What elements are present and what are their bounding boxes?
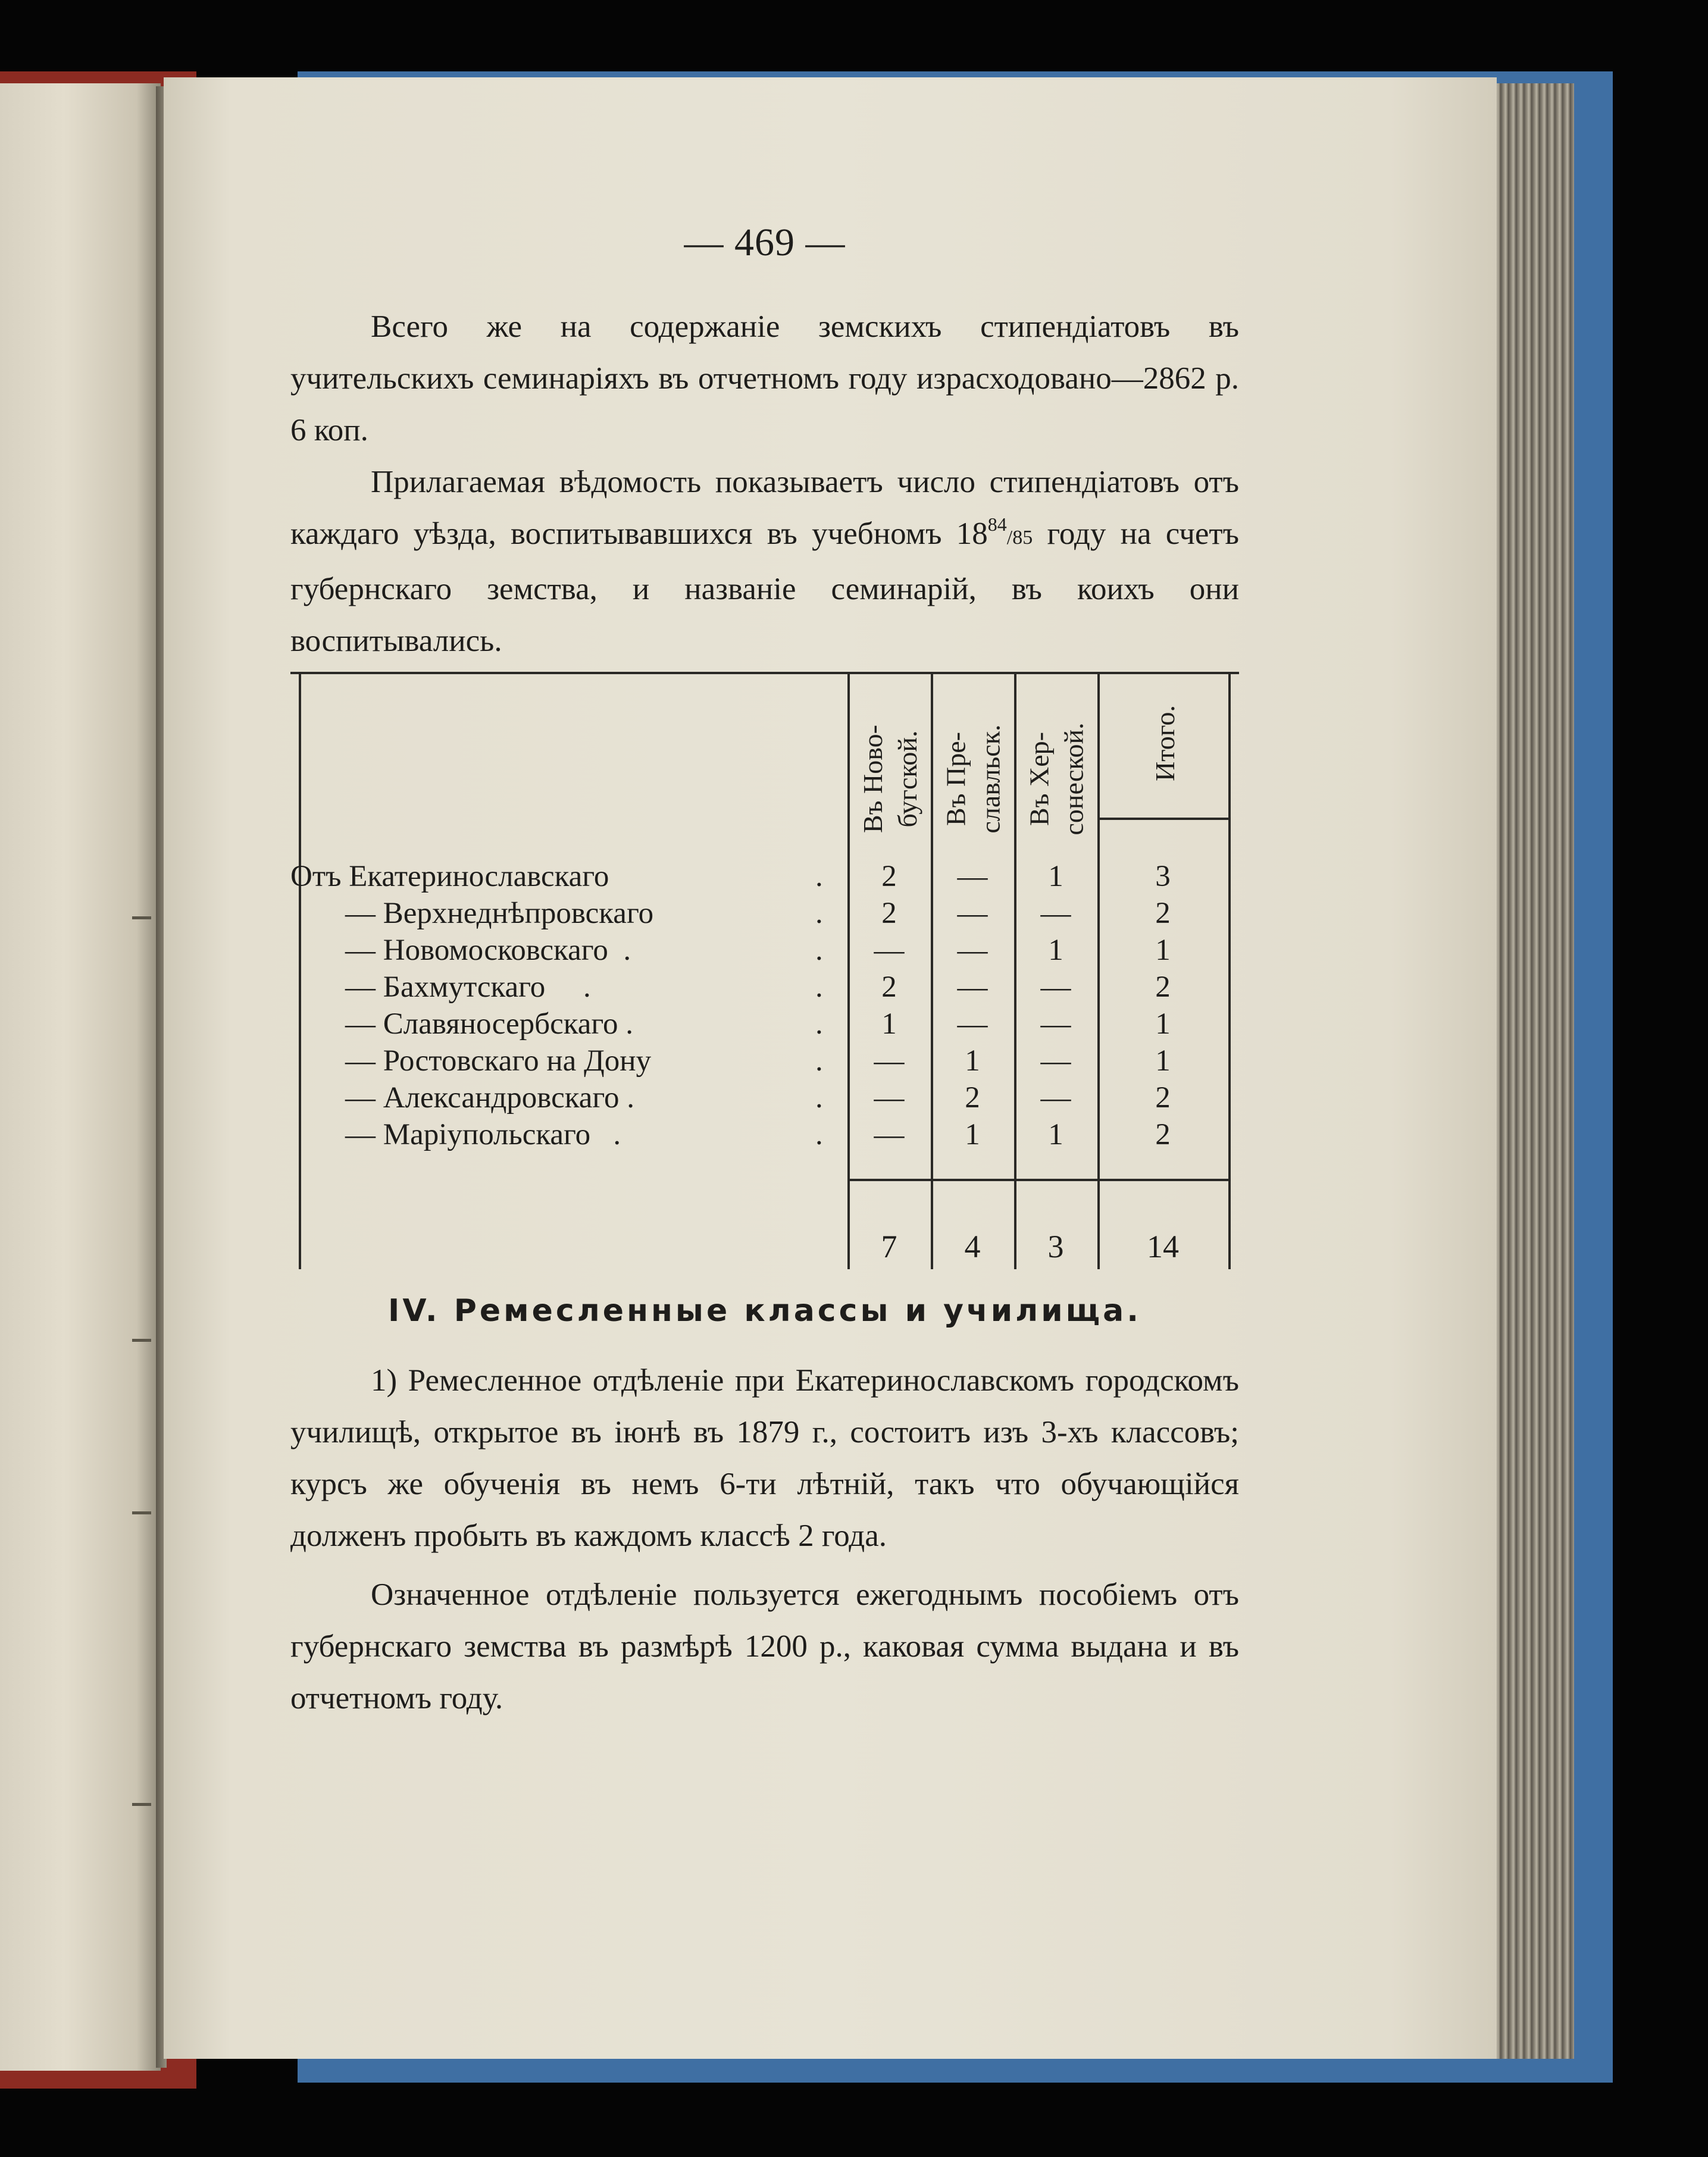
cell-preslavl: 2 [965,1081,980,1114]
cell-total: 1 [1155,1007,1171,1041]
table-row [290,896,1239,933]
stipend-table [290,672,1239,1269]
row-district: — Славяносербскаго . [345,1007,634,1041]
cell-kherson: — [1040,1081,1071,1114]
row-district: Отъ Екатеринославскаго [290,860,609,893]
table-row [290,1117,1239,1154]
cell-novobug: — [874,1081,905,1114]
table-total-header-rule [1097,818,1228,820]
cell-kherson: 1 [1048,1118,1063,1151]
cell-novobug: 1 [881,1007,897,1041]
total-all: 14 [1147,1229,1179,1264]
row-district: — Бахмутскаго . [345,971,591,1004]
section-heading: IV. Ремесленные классы и училища. [388,1293,1141,1329]
cell-kherson: 1 [1048,860,1063,893]
cell-kherson: — [1040,1044,1071,1078]
paragraph-subsidy: Означенное отдѣленiе пользуется ежегоднымъ пособiемъ отъ губернскаго земства въ размѣрѣ 1200 р., каковая сумма выдана и въ отчетномъ году. [290,1577,1239,1715]
cell-total: 2 [1155,1118,1171,1151]
paragraph-expenses: Всего же на содержанiе земскихъ стипендiатовъ въ учительскихъ семинарiяхъ въ отчетномъ году израсходовано—2862 р. 6 коп. [290,309,1239,447]
row-district: — Новомосковскаго . [345,934,631,967]
row-leader-dot: . [815,1081,823,1114]
row-leader-dot: . [815,971,823,1004]
header-novobug: Въ Ново- бугской. [858,725,923,833]
cell-kherson: 1 [1048,934,1063,967]
page-number: — 469 — [684,221,846,264]
table-row [290,859,1239,896]
total-novobug: 7 [881,1229,897,1264]
header-kherson: Въ Хер- сонеской. [1024,722,1089,835]
cell-preslavl: — [957,860,988,893]
paragraph-statement-tail: году на счетъ губернскаго земства, и названiе семинарiй, въ коихъ они воспитывались. [290,516,1239,658]
binding-stitch [132,1339,151,1342]
cell-preslavl: — [957,971,988,1004]
binding-stitch [132,916,151,919]
cell-preslavl: 1 [965,1044,980,1078]
row-leader-dot: . [815,860,823,893]
row-district: — Ростовскаго на Дону [345,1044,652,1078]
table-row [290,1081,1239,1117]
row-leader-dot: . [815,1044,823,1078]
year-fraction-denominator: 85 [1012,527,1033,549]
cell-kherson: — [1040,897,1071,930]
cell-novobug: 2 [881,971,897,1004]
table-top-rule [290,672,1239,674]
paragraph-statement [290,456,1239,667]
paragraph-statement-text: Прилагаемая вѣдомость показываетъ число стипендiатовъ отъ каждаго уѣзда, воспитывавшихся въ учебномъ 18 [290,465,1239,551]
row-leader-dot: . [815,934,823,967]
cell-kherson: — [1040,1007,1071,1041]
cell-total: 3 [1155,860,1171,893]
row-leader-dot: . [815,1118,823,1151]
row-leader-dot: . [815,897,823,930]
table-row [290,1007,1239,1044]
cell-total: 1 [1155,934,1171,967]
cell-novobug: — [874,1118,905,1151]
cell-total: 2 [1155,897,1171,930]
header-total: Итого. [1150,705,1180,781]
cell-preslavl: 1 [965,1118,980,1151]
table-total-rule [847,1179,1228,1181]
cell-preslavl: — [957,897,988,930]
cell-total: 2 [1155,1081,1171,1114]
cell-novobug: 2 [881,897,897,930]
row-leader-dot: . [815,1007,823,1041]
cell-novobug: — [874,1044,905,1078]
row-district: — Александровскаго . [345,1081,635,1114]
cell-preslavl: — [957,934,988,967]
table-row [290,933,1239,970]
table-row [290,1044,1239,1081]
paragraph-craft-department: 1) Ремесленное отдѣленiе при Екатеринославскомъ городскомъ училищѣ, открытое въ iюнѣ въ 1879 г., состоитъ изъ 3-хъ классовъ; курсъ же обученiя въ немъ 6-ти лѣтнiй, такъ что обучающiйся долженъ пробыть въ каждомъ классѣ 2 года. [290,1363,1239,1553]
row-district: — Верхнеднѣпровскаго [345,897,654,930]
page-edges [1485,83,1574,2059]
year-fraction-slash: / [1006,527,1013,549]
cell-novobug: — [874,934,905,967]
cell-total: 1 [1155,1044,1171,1078]
cell-novobug: 2 [881,860,897,893]
page-content [290,220,1239,1724]
row-district: — Марiупольскаго . [345,1118,621,1151]
year-fraction-numerator: 84 [987,514,1007,535]
cell-total: 2 [1155,971,1171,1004]
binding-stitch [132,1511,151,1514]
cell-kherson: — [1040,971,1071,1004]
left-page [0,83,161,2071]
table-row [290,970,1239,1007]
cell-preslavl: — [957,1007,988,1041]
binding-stitch [132,1803,151,1806]
total-kherson: 3 [1047,1229,1064,1264]
header-preslavl: Въ Пре- славльск. [941,724,1006,834]
total-preslavl: 4 [964,1229,981,1264]
